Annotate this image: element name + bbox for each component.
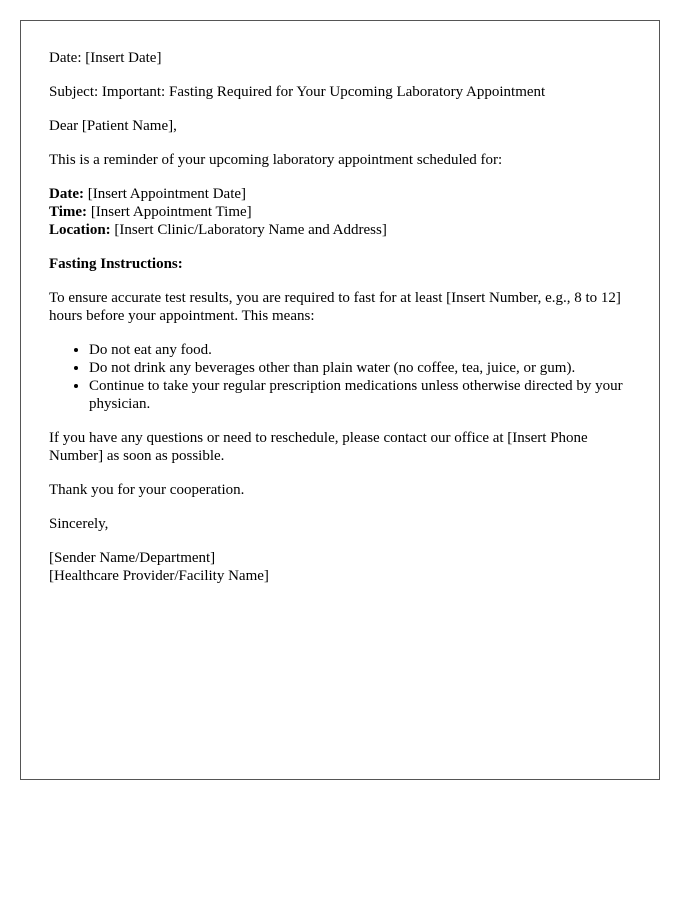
appointment-location-row [49,221,631,239]
date-line: Date: [Insert Date] [49,50,162,66]
instructions-heading: Fasting Instructions: [49,256,183,272]
list-item: • Do not eat any food. [89,341,631,359]
appointment-date-row [49,185,631,203]
appointment-time-value: [Insert Appointment Time] [90,204,252,220]
appointment-location-label: Location: [49,222,111,238]
instructions-list [49,341,631,413]
instructions-intro: To ensure accurate test results, you are required to fast for at least [Insert Number, e.g., 8 to 12] hours before your appointment. This means: [49,290,621,324]
appointment-location-value: [Insert Clinic/Laboratory Name and Address] [114,222,387,238]
facility-name: [Healthcare Provider/Facility Name] [49,568,269,584]
appointment-details [49,185,631,239]
contact-paragraph: If you have any questions or need to reschedule, please contact our office at [Insert Phone Number] as soon as possible. [49,430,588,464]
appointment-time-row [49,203,631,221]
subject-line: Subject: Important: Fasting Required for Your Upcoming Laboratory Appointment [49,84,546,100]
signature-block [49,549,631,585]
appointment-date-label: Date: [49,186,84,202]
appointment-date-value: [Insert Appointment Date] [87,186,247,202]
letter-page [20,20,660,780]
appointment-time-label: Time: [49,204,88,220]
instructions-heading-row [49,255,631,273]
list-item: • Do not drink any beverages other than plain water (no coffee, tea, juice, or gum). [89,359,631,377]
greeting: Dear [Patient Name], [49,118,177,134]
intro-paragraph: This is a reminder of your upcoming laboratory appointment scheduled for: [49,152,503,168]
thanks-line: Thank you for your cooperation. [49,482,245,498]
list-item: • Continue to take your regular prescription medications unless otherwise directed by your physician. [89,377,631,413]
closing-line: Sincerely, [49,516,109,532]
sender-name: [Sender Name/Department] [49,550,216,566]
